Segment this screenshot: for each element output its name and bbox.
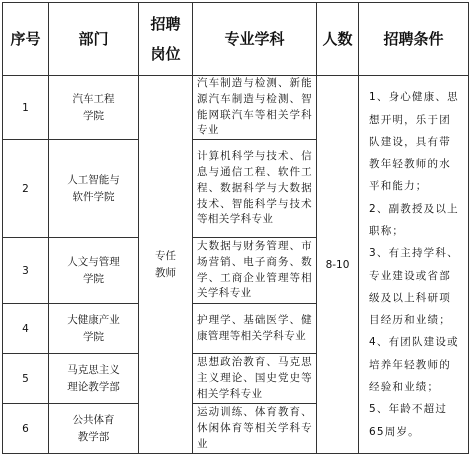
conditions-cell — [359, 76, 469, 454]
header-position-line1: 招聘 — [150, 15, 181, 33]
row-major: 大数据与财务管理、市场营销、电子商务、数学、工商企业管理等相关学科专业 — [193, 238, 317, 304]
row-dept-line1: 马克思主义 — [67, 363, 120, 376]
row-dept-line2: 学院 — [83, 330, 104, 343]
row-dept — [49, 238, 139, 304]
row-dept-line1: 大健康产业 — [67, 313, 120, 326]
position-cell — [139, 76, 193, 454]
condition-item: 1、身心健康、思想开明，乐于团队建设，具有带教年轻教师的水平和能力； — [369, 91, 459, 193]
row-major: 汽车制造与检测、新能源汽车制造与检测、智能网联汽车等相关学科专业 — [193, 76, 317, 140]
row-dept — [49, 404, 139, 454]
row-dept-line1: 人工智能与 — [67, 173, 120, 186]
row-dept — [49, 304, 139, 354]
header-major: 专业学科 — [193, 3, 317, 76]
header-position-line2: 岗位 — [150, 45, 181, 63]
row-dept-line1: 汽车工程 — [72, 92, 115, 105]
row-seq: 6 — [3, 404, 49, 454]
recruitment-table — [2, 2, 469, 454]
count-cell: 8-10 — [317, 76, 359, 454]
position-line1: 专任 — [155, 249, 176, 262]
row-dept-line2: 教学部 — [77, 430, 110, 443]
row-seq: 5 — [3, 354, 49, 404]
row-dept-line1: 公共体育 — [72, 413, 115, 426]
row-dept — [49, 76, 139, 140]
row-dept-line2: 学院 — [83, 272, 104, 285]
position-line2: 教师 — [155, 266, 176, 279]
header-row — [3, 3, 469, 76]
condition-item: 2、副教授及以上职称； — [369, 202, 459, 237]
row-seq: 3 — [3, 238, 49, 304]
row-major: 计算机科学与技术、信息与通信工程、软件工程、数据科学与大数据技术、智能科学与技术等相关学科专业 — [193, 140, 317, 238]
header-count: 人数 — [317, 3, 359, 76]
header-position — [139, 3, 193, 76]
row-seq: 2 — [3, 140, 49, 238]
header-conditions: 招聘条件 — [359, 3, 469, 76]
condition-item: 5、年龄不超过65周岁。 — [369, 403, 448, 438]
row-major: 思想政治教育、马克思主义理论、国史党史等相关学科专业 — [193, 354, 317, 404]
row-dept — [49, 354, 139, 404]
row-dept-line2: 学院 — [83, 109, 104, 122]
row-dept-line2: 软件学院 — [72, 190, 115, 203]
row-dept — [49, 140, 139, 238]
row-major: 运动训练、体育教育、休闲体育等相关学科专业 — [193, 404, 317, 454]
row-seq: 1 — [3, 76, 49, 140]
header-seq: 序号 — [3, 3, 49, 76]
condition-item: 4、有团队建设或培养年轻教师的经验和业绩； — [369, 336, 459, 394]
row-major: 护理学、基础医学、健康管理等相关学科专业 — [193, 304, 317, 354]
row-dept-line2: 理论教学部 — [67, 380, 120, 393]
header-dept: 部门 — [49, 3, 139, 76]
row-dept-line1: 人文与管理 — [67, 255, 120, 268]
condition-item: 3、有主持学科、专业建设或省部级及以上科研项目经历和业绩； — [369, 247, 459, 327]
row-seq: 4 — [3, 304, 49, 354]
table-row — [3, 76, 469, 140]
